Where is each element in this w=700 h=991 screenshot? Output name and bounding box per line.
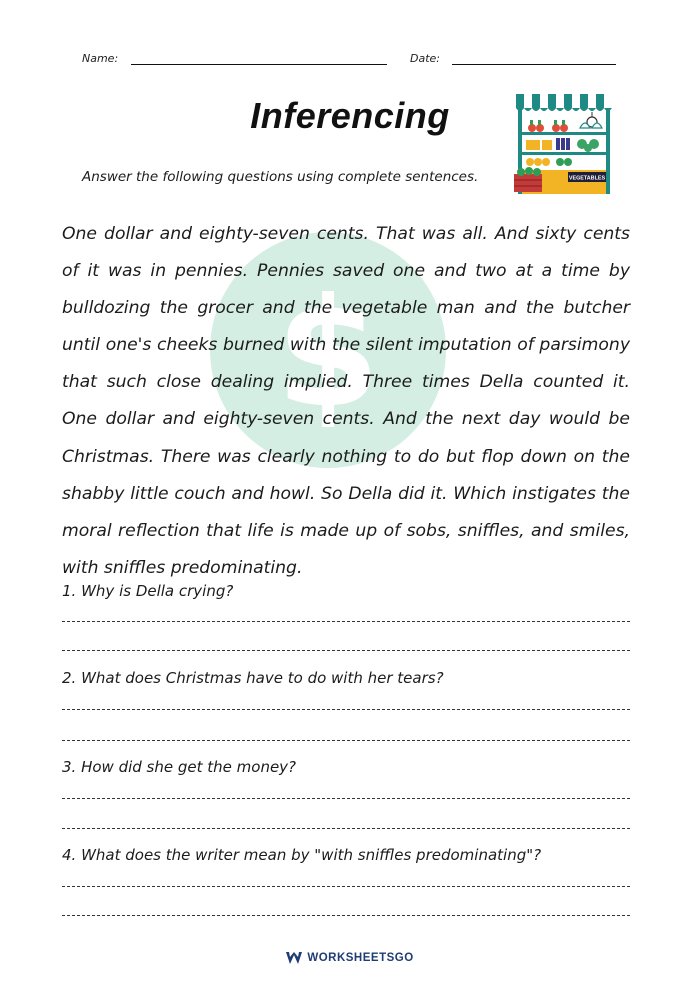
date-label: Date:: [410, 52, 440, 65]
instruction-text: Answer the following questions using complete sentences.: [82, 169, 479, 185]
dollar-sign: $: [275, 267, 381, 441]
answer-line[interactable]: [62, 828, 630, 829]
answer-line[interactable]: [62, 886, 630, 887]
name-label: Name:: [82, 52, 119, 65]
question-2: 2. What does Christmas have to do with her tears?: [62, 669, 444, 687]
question-1: 1. Why is Della crying?: [62, 582, 234, 600]
answer-line[interactable]: [62, 650, 630, 651]
reading-passage: One dollar and eighty-seven cents. That was all. And sixty cents of it was in pennies. Pennies saved one and two at a time by bulldozing the grocer and the vegetable man and the butcher until one's cheeks burned with the silent imputation of parsimony that such close dealing implied. Three times Della counted it. One dollar and eighty-seven cents. And the next day would be Christmas. There was clearly nothing to do but flop down on the shabby little couch and howl. So Della did it. Which instigates the moral reflection that life is made up of sobs, sniffles, and smiles, with sniffles predominating.: [62, 224, 630, 578]
vegetables-sign-text: VEGETABLES: [568, 175, 606, 182]
question-3: 3. How did she get the money?: [62, 758, 297, 776]
date-field[interactable]: [452, 64, 616, 65]
question-4: 4. What does the writer mean by "with sniffles predominating"?: [62, 846, 542, 864]
answer-line[interactable]: [62, 709, 630, 710]
answer-line[interactable]: [62, 915, 630, 916]
answer-line[interactable]: [62, 740, 630, 741]
worksheetsgo-logo-icon: [286, 952, 302, 964]
footer-brand: [0, 952, 700, 964]
answer-line[interactable]: [62, 798, 630, 799]
vegetable-shop-illustration: [512, 92, 616, 196]
answer-line[interactable]: [62, 621, 630, 622]
brand-name: WORKSHEETSGO: [307, 952, 414, 964]
name-field[interactable]: [131, 64, 387, 65]
page-title: Inferencing: [250, 95, 450, 136]
